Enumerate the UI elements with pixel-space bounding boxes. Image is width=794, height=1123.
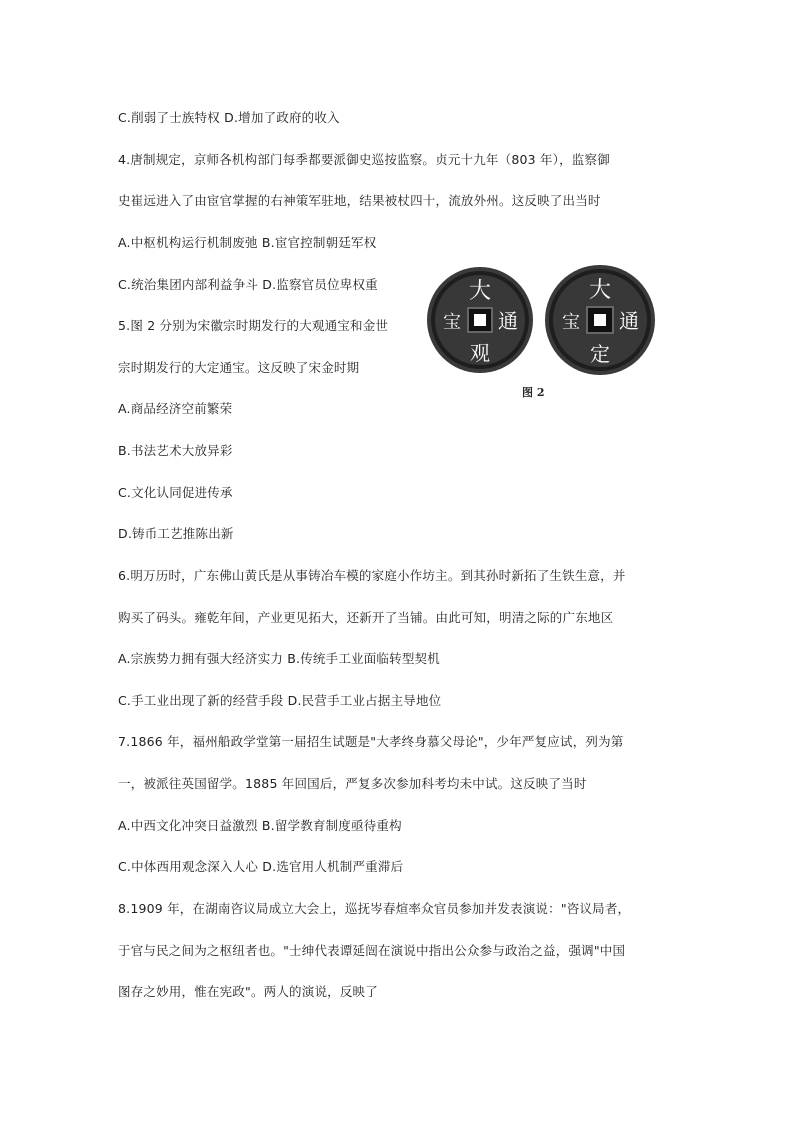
text-line: 史崔远进入了由宦官掌握的右神策军驻地，结果被杖四十，流放外州。这反映了出当时	[118, 193, 601, 208]
coins-image	[424, 262, 662, 382]
text-line: A.中枢机构运行机制废弛 B.宦官控制朝廷军权	[118, 235, 377, 250]
text-line: 6.明万历时，广东佛山黄氏是从事铸冶车模的家庭小作坊主。到其孙时新拓了生铁生意，并	[118, 568, 626, 583]
text-line: 5.图 2 分别为宋徽宗时期发行的大观通宝和金世	[118, 318, 389, 333]
coin-char: 大	[588, 278, 612, 303]
text-line: C.中体西用观念深入人心 D.选官用人机制严重滞后	[118, 859, 404, 874]
text-line: B.书法艺术大放异彩	[118, 443, 233, 458]
text-line: 宗时期发行的大定通宝。这反映了宋金时期	[118, 360, 360, 375]
text-line: 购买了码头。雍乾年间，产业更见拓大，还新开了当铺。由此可知，明清之际的广东地区	[118, 610, 614, 625]
text-line: 一，被派往英国留学。1885 年回国后，严复多次参加科考均未中试。这反映了当时	[118, 776, 587, 791]
coin-char: 宝	[443, 312, 461, 333]
coin-dading	[545, 265, 655, 375]
coin-char: 通	[619, 309, 639, 333]
coin-daguan	[427, 267, 533, 373]
coin-char: 通	[498, 309, 518, 333]
text-line: D.铸币工艺推陈出新	[118, 526, 234, 541]
text-line: C.统治集团内部利益争斗 D.监察官员位卑权重	[118, 277, 378, 292]
coin-char: 观	[470, 341, 490, 365]
text-line: 图存之妙用，惟在宪政"。两人的演说，反映了	[118, 984, 378, 999]
text-line: A.宗族势力拥有强大经济实力 B.传统手工业面临转型契机	[118, 651, 440, 666]
text-line: A.商品经济空前繁荣	[118, 401, 233, 416]
text-line: C.削弱了士族特权 D.增加了政府的收入	[118, 110, 340, 125]
coin-char: 定	[590, 342, 610, 366]
text-line: 8.1909 年，在湖南咨议局成立大会上，巡抚岑春煊率众官员参加并发表演说："咨议局者，	[118, 901, 631, 916]
text-line: 于官与民之间为之枢纽者也。"士绅代表谭延闿在演说中指出公众参与政治之益，强调"中国	[118, 943, 626, 958]
figure-2-coins	[424, 262, 662, 402]
text-line: 7.1866 年，福州船政学堂第一届招生试题是"大孝终身慕父母论"，少年严复应试，列为第	[118, 734, 624, 749]
text-line: A.中西文化冲突日益激烈 B.留学教育制度亟待重构	[118, 818, 402, 833]
text-line: C.文化认同促进传承	[118, 485, 233, 500]
coin-char: 大	[468, 279, 492, 304]
coin-char: 宝	[562, 312, 580, 333]
figure-caption: 图 2	[522, 386, 545, 399]
text-line: C.手工业出现了新的经营手段 D.民营手工业占据主导地位	[118, 693, 442, 708]
text-line: 4.唐制规定，京师各机构部门每季都要派御史巡按监察。贞元十九年（803 年），监察御	[118, 152, 610, 167]
